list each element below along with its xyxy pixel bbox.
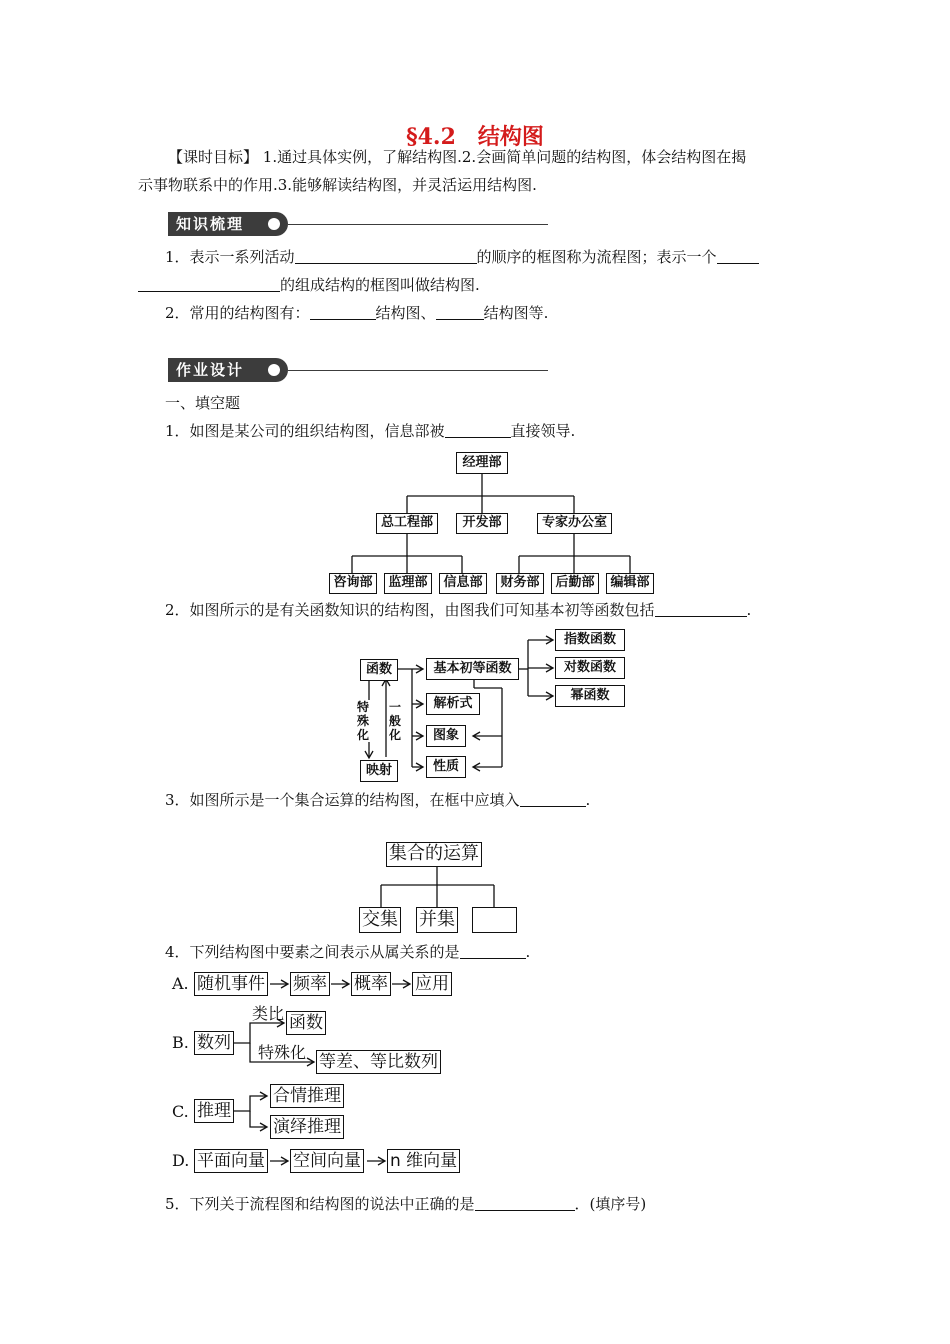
homework-heading: 一、填空题 <box>165 394 241 412</box>
option-a-item-2: 频率 <box>290 972 330 996</box>
knowledge-q1-line1: 1．表示一系列活动 的顺序的框图称为流程图；表示一个 <box>165 243 825 271</box>
power-func-box: 幂函数 <box>555 685 625 707</box>
problem-2: 2．如图所示的是有关函数知识的结构图，由图我们可知基本初等函数包括 . <box>165 601 752 619</box>
option-c-root: 推理 <box>194 1099 234 1123</box>
org-root: 经理部 <box>456 452 508 474</box>
general-label: 一般化 <box>388 700 401 742</box>
org-level2-2: 开发部 <box>456 513 508 534</box>
objective-line2: 示事物联系中的作用.3.能够解读结构图，并灵活运用结构图. <box>138 176 537 194</box>
org-level3-5: 后勤部 <box>551 573 599 594</box>
property-box: 性质 <box>426 756 466 778</box>
problem-3: 3．如图所示是一个集合运算的结构图，在框中应填入 . <box>165 791 591 809</box>
page-title: §4.2 结构图 <box>406 124 544 150</box>
set-root: 集合的运算 <box>386 842 482 867</box>
problem-5: 5．下列关于流程图和结构图的说法中正确的是 ．(填序号) <box>165 1195 647 1213</box>
knowledge-q2: 2．常用的结构图有： 结构图、 结构图等. <box>165 304 549 322</box>
option-b-label[interactable]: B. <box>172 1033 189 1052</box>
section-homework: 作业设计 <box>168 358 548 382</box>
org-level2-1: 总工程部 <box>376 513 438 534</box>
mapping-box: 映射 <box>360 760 398 782</box>
exp-func-box: 指数函数 <box>555 629 625 651</box>
option-a-item-3: 概率 <box>351 972 391 996</box>
option-d-item-1: 平面向量 <box>194 1149 268 1173</box>
graph-box: 图象 <box>426 725 466 747</box>
set-union: 并集 <box>416 907 458 933</box>
org-level2-3: 专家办公室 <box>537 513 612 534</box>
option-b-edge2: 特殊化 <box>258 1043 307 1062</box>
option-d-label[interactable]: D. <box>172 1151 190 1170</box>
objective-tag: 【课时目标】 <box>168 148 259 166</box>
log-func-box: 对数函数 <box>555 657 625 679</box>
func-box: 函数 <box>360 659 398 681</box>
option-b-target2: 等差、等比数列 <box>316 1050 441 1074</box>
option-a-label[interactable]: A. <box>172 974 189 993</box>
set-intersection: 交集 <box>359 907 401 933</box>
option-a-item-1: 随机事件 <box>194 972 268 996</box>
option-b-edge1: 类比 <box>252 1004 285 1023</box>
special-label: 特殊化 <box>356 700 369 742</box>
org-level3-3: 信息部 <box>439 573 487 594</box>
option-c-item-1: 合情推理 <box>270 1084 344 1108</box>
org-level3-6: 编辑部 <box>606 573 654 594</box>
problem-4: 4．下列结构图中要素之间表示从属关系的是 . <box>165 943 531 961</box>
org-level3-1: 咨询部 <box>329 573 377 594</box>
option-c-item-2: 演绎推理 <box>270 1115 344 1139</box>
option-b-target1: 函数 <box>286 1011 326 1035</box>
basic-func-box: 基本初等函数 <box>426 658 519 680</box>
option-a-item-4: 应用 <box>412 972 452 996</box>
objective-line1: 【课时目标】 1.通过具体实例，了解结构图.2.会画简单问题的结构图，体会结构图在揭 <box>168 148 747 166</box>
formula-box: 解析式 <box>426 693 480 715</box>
problem-1: 1．如图是某公司的组织结构图，信息部被 直接领导. <box>165 422 576 440</box>
option-d-item-2: 空间向量 <box>290 1149 364 1173</box>
knowledge-q1-line2: 的组成结构的框图叫做结构图. <box>138 271 798 299</box>
org-level3-4: 财务部 <box>496 573 544 594</box>
section-knowledge: 知识梳理 <box>168 212 548 236</box>
option-b-root: 数列 <box>194 1031 234 1055</box>
option-d-item-3: n 维向量 <box>387 1149 460 1173</box>
option-c-label[interactable]: C. <box>172 1102 189 1121</box>
org-level3-2: 监理部 <box>384 573 432 594</box>
